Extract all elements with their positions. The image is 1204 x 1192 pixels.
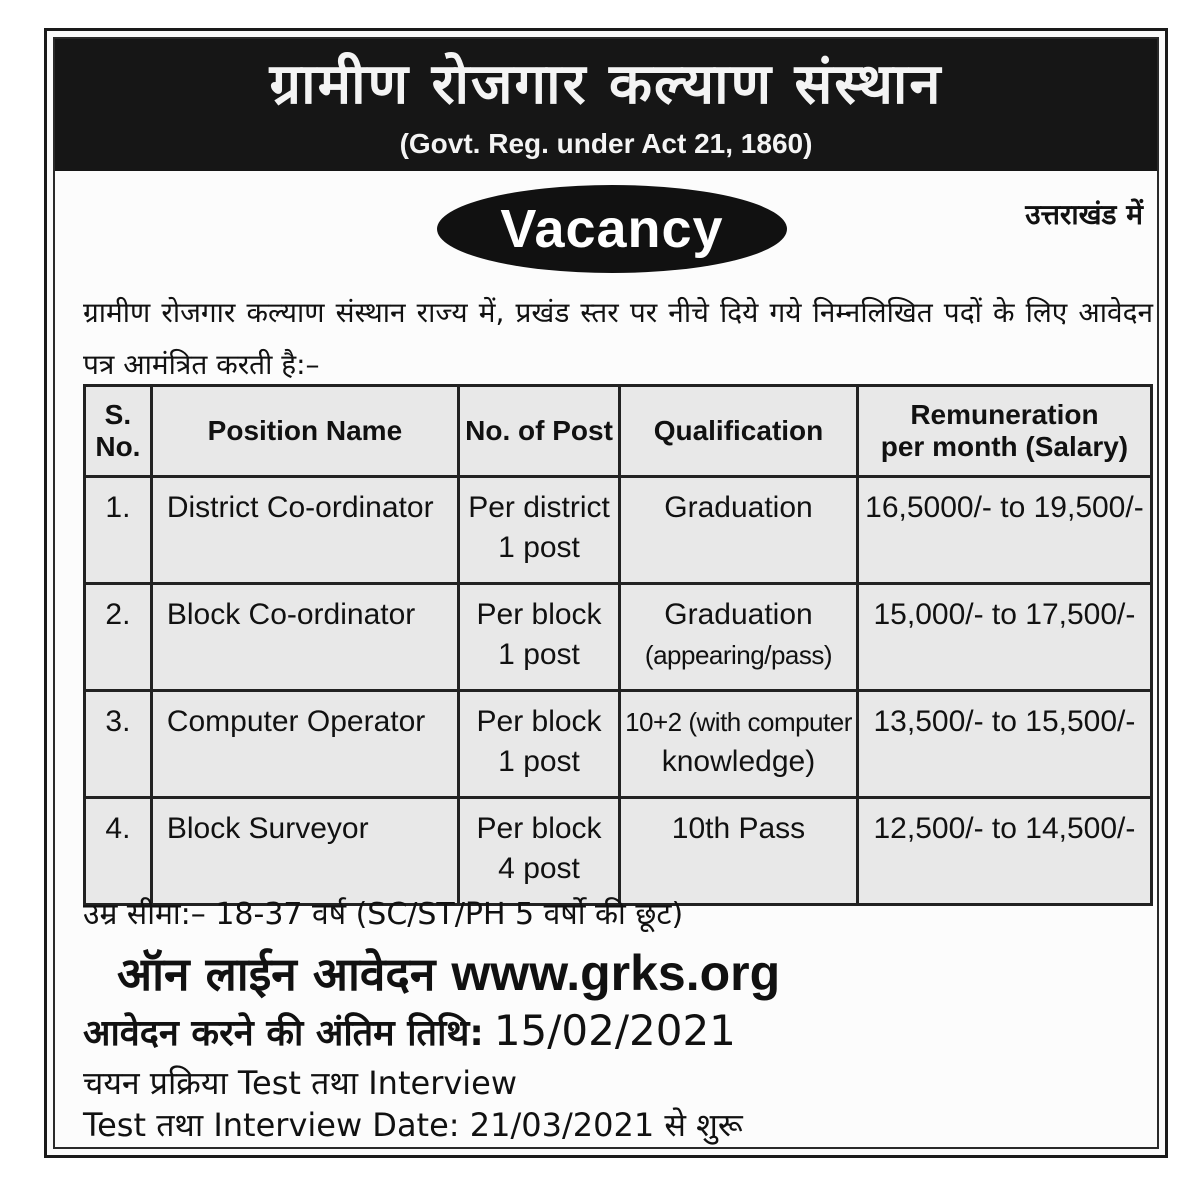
table-row <box>85 798 1152 905</box>
last-date-label: आवेदन करने की अंतिम तिथि: <box>83 1013 484 1054</box>
test-interview-date: Test तथा Interview Date: 21/03/2021 से शुरू <box>83 1106 743 1144</box>
row-position: Block Surveyor <box>151 798 458 905</box>
row-sno: 4. <box>85 798 152 905</box>
header-position: Position Name <box>151 386 458 477</box>
intro-paragraph: ग्रामीण रोजगार कल्याण संस्थान राज्य में, प्रखंड स्तर पर नीचे दिये गये निम्नलिखित पदों के लिए आवेदन पत्र आमंत्रित करती है:– <box>83 296 1153 381</box>
registration-note: (Govt. Reg. under Act 21, 1860) <box>399 128 813 159</box>
advertisement-frame <box>53 37 1159 1149</box>
row-salary: 12,500/- to 14,500/- <box>857 798 1151 905</box>
online-apply-label: ऑन लाईन आवेदन <box>117 947 436 1001</box>
row-position: District Co-ordinator <box>151 477 458 584</box>
row-salary: 13,500/- to 15,500/- <box>857 691 1151 798</box>
selection-process: चयन प्रक्रिया Test तथा Interview <box>83 1064 518 1102</box>
row-sno: 2. <box>85 584 152 691</box>
row-salary: 15,000/- to 17,500/- <box>857 584 1151 691</box>
vacancy-advertisement <box>44 28 1168 1158</box>
header-salary: Remuneration per month (Salary) <box>857 386 1151 477</box>
row-qualification: Graduation <box>620 477 858 584</box>
table-row <box>85 584 1152 691</box>
table-row <box>85 691 1152 798</box>
last-date-value: 15/02/2021 <box>493 1006 736 1055</box>
header-banner <box>55 39 1157 171</box>
header-qualification: Qualification <box>620 386 858 477</box>
row-posts: Per block 4 post <box>459 798 620 905</box>
age-limit: उम्र सीमा:– 18-37 वर्ष (SC/ST/PH 5 वर्षो की छूट) <box>83 897 684 932</box>
row-posts: Per block 1 post <box>459 584 620 691</box>
row-posts: Per block 1 post <box>459 691 620 798</box>
header-posts: No. of Post <box>459 386 620 477</box>
row-sno: 1. <box>85 477 152 584</box>
online-apply <box>117 945 1187 1002</box>
website-link[interactable]: www.grks.org <box>451 945 781 1001</box>
header-sno: S. No. <box>85 386 152 477</box>
vacancy-table <box>83 384 1153 906</box>
row-position: Block Co-ordinator <box>151 584 458 691</box>
row-sno: 3. <box>85 691 152 798</box>
row-position: Computer Operator <box>151 691 458 798</box>
row-qualification: Graduation (appearing/pass) <box>620 584 858 691</box>
last-date <box>83 1007 1153 1058</box>
row-qualification: 10+2 (with computer knowledge) <box>620 691 858 798</box>
vacancy-badge: Vacancy <box>437 185 787 273</box>
row-salary: 16,5000/- to 19,500/- <box>857 477 1151 584</box>
row-qualification: 10th Pass <box>620 798 858 905</box>
table-row <box>85 477 1152 584</box>
organization-name: ग्रामीण रोजगार कल्याण संस्थान <box>269 52 943 117</box>
table-header-row <box>85 386 1152 477</box>
row-posts: Per district 1 post <box>459 477 620 584</box>
region-label: उत्तराखंड में <box>1025 198 1143 231</box>
